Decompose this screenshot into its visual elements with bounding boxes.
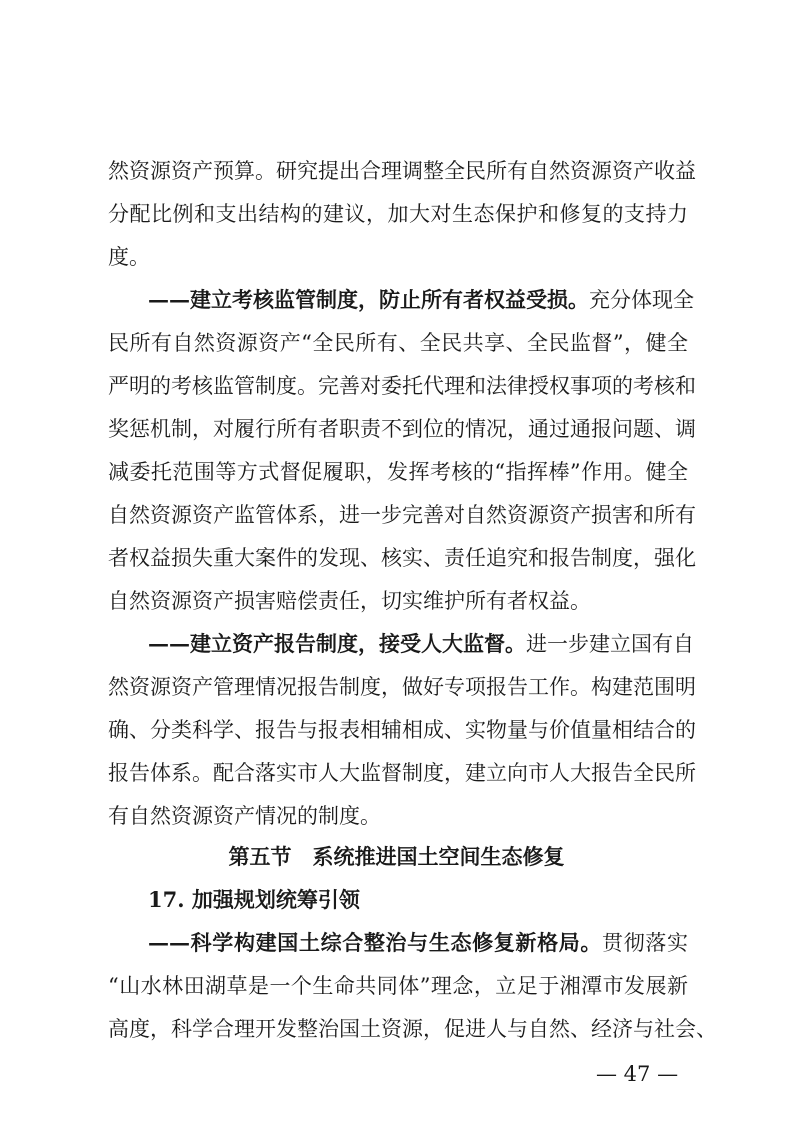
body-line-7: 奖惩机制，对履行所有者职责不到位的情况，通过通报问题、调	[108, 417, 696, 441]
body-line-2: 分配比例和支出结构的建议，加大对生态保护和修复的支持力	[108, 202, 688, 226]
section-title: 第五节 系统推进国土空间生态修复	[228, 844, 565, 869]
body-line-8: 减委托范围等方式督促履职，发挥考核的“指挥棒”作用。健全	[108, 460, 688, 484]
body-line-14: 确、分类科学、报告与报表相辅相成、实物量与价值量相结合的	[108, 718, 696, 742]
lead-restoration-pattern: ——科学构建国土综合整治与生态修复新格局。	[148, 930, 603, 955]
body-line-10: 者权益损失重大案件的发现、核实、责任追究和报告制度，强化	[108, 546, 696, 570]
body-line-15: 报告体系。配合落实市人大监督制度，建立向市人大报告全民所	[108, 761, 696, 785]
page-number: — 47 —	[596, 1062, 679, 1086]
body-line-17-rest: 贯彻落实	[602, 931, 689, 955]
body-line-12-rest: 进一步建立国有自	[526, 632, 694, 656]
sub-title: 17. 加强规划统筹引领	[148, 887, 360, 912]
body-line-16: 有自然资源资产情况的制度。	[108, 804, 381, 828]
lead-assessment-supervision: ——建立考核监管制度，防止所有者权益受损。	[148, 287, 589, 312]
paragraph-asset-report	[148, 630, 694, 658]
body-line-1: 然资源资产预算。研究提出合理调整全民所有自然资源资产收益	[108, 159, 696, 183]
body-line-3: 度。	[108, 245, 150, 269]
body-line-19: 高度，科学合理开发整治国土资源，促进人与自然、经济与社会、	[108, 1017, 717, 1041]
lead-asset-report: ——建立资产报告制度，接受人大监督。	[148, 631, 526, 656]
body-line-5: 民所有自然资源资产“全民所有、全民共享、全民监督”，健全	[108, 331, 688, 355]
body-line-18: “山水林田湖草是一个生命共同体”理念，立足于湘潭市发展新	[108, 974, 688, 998]
body-line-9: 自然资源资产监管体系，进一步完善对自然资源资产损害和所有	[108, 503, 696, 527]
body-line-4-rest: 充分体现全	[589, 288, 694, 312]
paragraph-restoration-pattern	[148, 929, 688, 957]
body-line-11: 自然资源资产损害赔偿责任，切实维护所有者权益。	[108, 589, 591, 613]
body-line-13: 然资源资产管理情况报告制度，做好专项报告工作。构建范围明	[108, 675, 696, 699]
body-line-6: 严明的考核监管制度。完善对委托代理和法律授权事项的考核和	[108, 374, 696, 398]
paragraph-assessment-supervision	[148, 286, 694, 314]
